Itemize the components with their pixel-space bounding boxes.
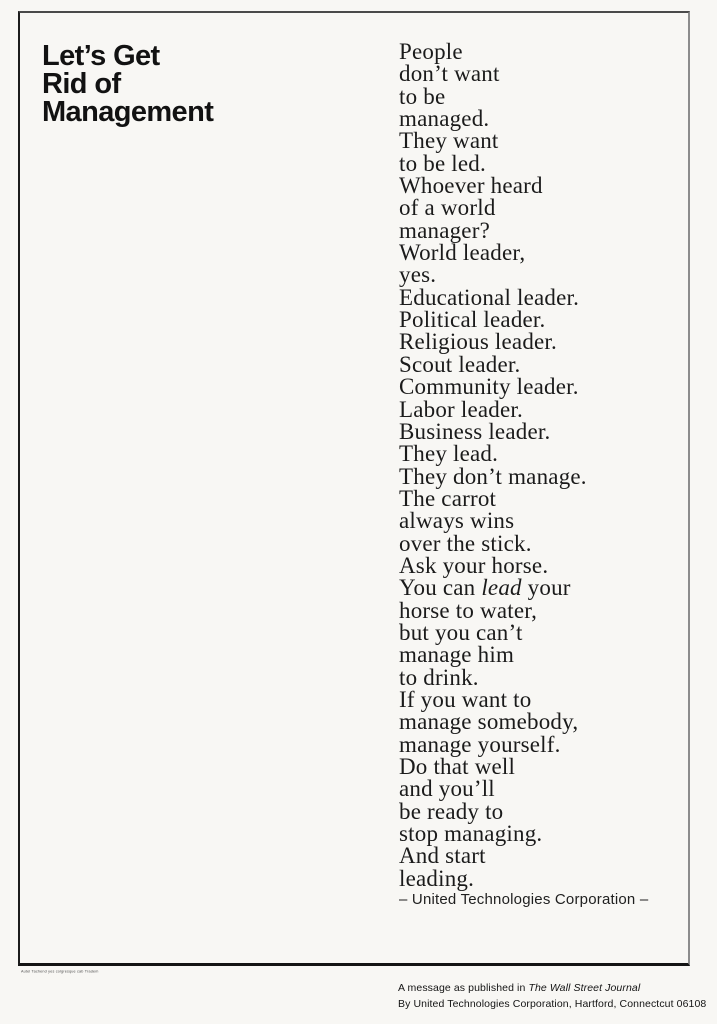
poem-line-text: Educational leader.	[399, 284, 580, 310]
poem-line	[399, 463, 587, 489]
poem-line	[399, 217, 587, 243]
footer-byline: By United Technologies Corporation, Hartford, Connectcut 06108	[398, 997, 707, 1010]
poem-line-text: manage him	[399, 642, 515, 668]
poem-line	[399, 150, 587, 176]
poem-line	[399, 530, 587, 556]
headline-line-2: Rid of	[42, 68, 121, 100]
poem-line	[399, 664, 587, 690]
poem-line	[399, 778, 587, 800]
poem-line-text: manage somebody,	[399, 709, 579, 735]
poem-line	[399, 443, 587, 465]
poem-line-text: Labor leader.	[399, 396, 523, 422]
poem-line-text: horse to water,	[399, 597, 538, 623]
headline-line-1: Let’s Get	[42, 40, 160, 72]
poem-line-text: always wins	[399, 508, 515, 534]
poem-line-text: They lead.	[399, 441, 499, 467]
fine-print: Autel Tachend yes colgresque cab Tradem	[21, 970, 99, 974]
poem-line	[399, 197, 587, 219]
poem-line-text: be ready to	[399, 798, 504, 824]
poem-line-text: managed.	[399, 106, 490, 132]
poem-line-text: over the stick.	[399, 530, 532, 556]
poem-line	[399, 396, 587, 422]
poem-line-text: leading.	[399, 865, 475, 891]
poem-line	[399, 686, 587, 712]
poem-line-text: to be led.	[399, 150, 486, 176]
poem-line-text: Do that well	[399, 754, 516, 779]
poem-line	[399, 351, 587, 377]
poem-line-text: And start	[399, 843, 486, 869]
poem-line	[399, 418, 587, 444]
poem-line-text: manage yourself.	[399, 731, 561, 757]
poem-line-text: of a world	[399, 195, 496, 221]
poem-line-text: The carrot	[399, 485, 497, 511]
poem-line	[399, 711, 587, 733]
footer-message-prefix: A message as published in	[398, 982, 529, 994]
poem-line	[399, 619, 587, 645]
border-frame	[18, 11, 690, 966]
poem-line-text: Religious leader.	[399, 329, 557, 355]
poem-line-text: Business leader.	[399, 418, 551, 444]
poem-line	[399, 376, 587, 398]
poem-line-text: to be	[399, 83, 446, 109]
poem-line	[399, 485, 587, 511]
poem-line-text: You can	[399, 575, 482, 601]
poem-line-text: don’t want	[399, 61, 500, 87]
poem-line-text-after: your	[521, 575, 571, 601]
poem-line	[399, 63, 587, 85]
poem-line-text: yes.	[399, 262, 437, 288]
poem-line-text: and you’ll	[399, 776, 495, 802]
poem-line	[399, 264, 587, 286]
poem-line	[399, 644, 587, 666]
poem-line-text: Ask your horse.	[399, 552, 549, 578]
poem-line	[399, 309, 587, 331]
attribution: – United Technologies Corporation –	[399, 891, 649, 908]
poem-line	[399, 798, 587, 824]
poem-line-text: stop managing.	[399, 821, 543, 847]
poem-line	[399, 756, 587, 778]
poem-line	[399, 284, 587, 310]
poem-line	[399, 510, 587, 532]
poem-line	[399, 175, 587, 197]
poem-line-text: If you want to	[399, 686, 532, 712]
footer-message-source: The Wall Street Journal	[528, 982, 641, 994]
poem-line	[399, 552, 587, 578]
poem-line	[399, 41, 587, 63]
headline-line-3: Management	[42, 96, 214, 128]
poem-line-text: They don’t manage.	[399, 463, 587, 489]
poem-line	[399, 865, 587, 891]
poem-line-text: World leader,	[399, 240, 526, 266]
poem-line	[399, 577, 587, 599]
poem-line-text: Scout leader.	[399, 351, 521, 377]
poem-line	[399, 597, 587, 623]
headline	[42, 42, 213, 126]
poem-line	[399, 242, 587, 264]
poem-line-text: Community leader.	[399, 374, 579, 400]
poem-line-text: They want	[399, 128, 499, 154]
poem-line	[399, 130, 587, 152]
poem-line	[399, 83, 587, 109]
footer-note	[398, 981, 706, 1012]
poem-line	[399, 331, 587, 353]
poem-line-text: but you can’t	[399, 619, 523, 645]
poem-line-text: Political leader.	[399, 307, 546, 333]
poem-line-text: Whoever heard	[399, 173, 543, 199]
poem-line-italic-text: lead	[481, 575, 522, 601]
poem-line-text: manager?	[399, 217, 490, 243]
footer-message-line	[398, 981, 706, 997]
poem-body	[399, 41, 587, 890]
poem-line-text: to drink.	[399, 664, 479, 690]
poem-line	[399, 731, 587, 757]
poem-line	[399, 845, 587, 867]
poem-line-text: People	[399, 39, 463, 64]
poem-line	[399, 823, 587, 845]
poem-line	[399, 108, 587, 130]
